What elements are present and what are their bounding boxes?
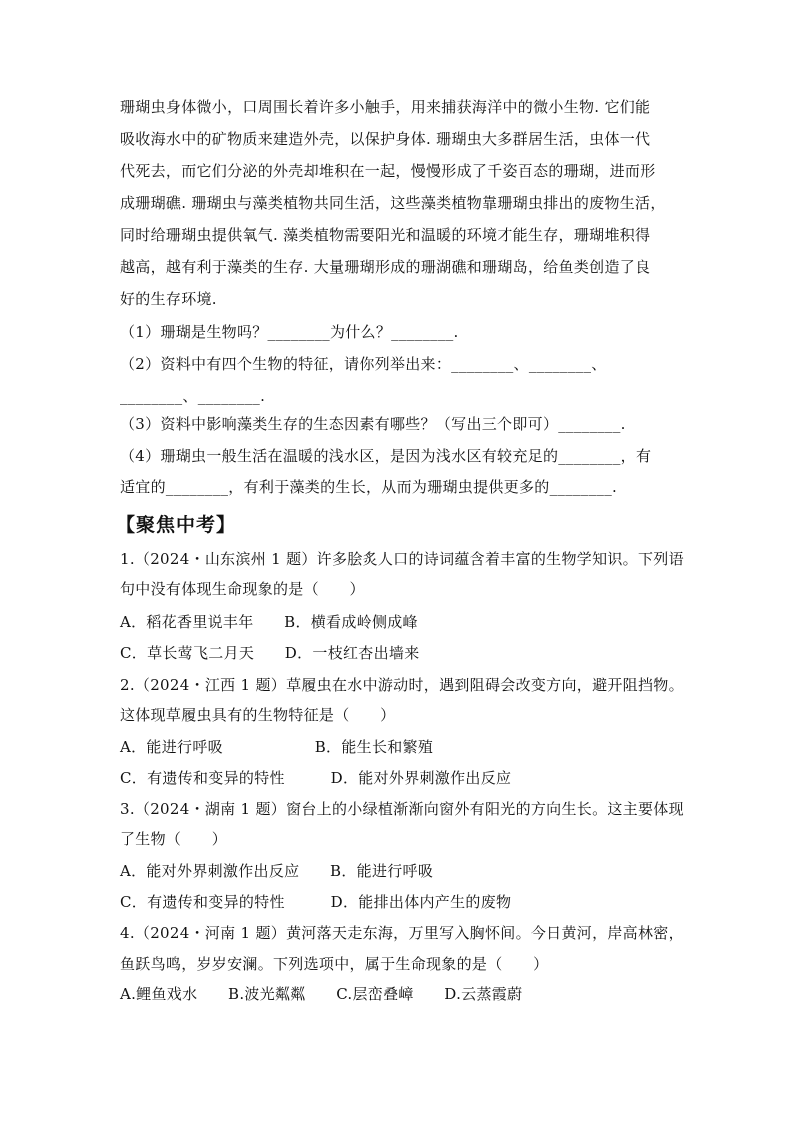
question-line: （1）珊瑚是生物吗？________为什么？________.: [120, 323, 459, 341]
passage-line: 珊瑚虫身体微小，口周围长着许多小触手，用来捕获海洋中的微小生物. 它们能: [120, 98, 651, 116]
option-row: A．稻花香里说丰年 B．横看成岭侧成峰: [120, 613, 418, 631]
question-line: （2）资料中有四个生物的特征，请你列举出来：________、________、: [120, 355, 607, 373]
passage-line: 代死去，而它们分泌的外壳却堆积在一起，慢慢形成了千姿百态的珊瑚，进而形: [120, 162, 656, 180]
option-row: A．能进行呼吸 B．能生长和繁殖: [120, 738, 434, 756]
passage-line: 成珊瑚礁. 珊瑚虫与藻类植物共同生活，这些藻类植物靠珊瑚虫排出的废物生活，: [120, 194, 666, 212]
question-line: ________、________.: [120, 387, 266, 405]
passage-line: 越高，越有利于藻类的生存. 大量珊瑚形成的珊湖礁和珊瑚岛，给鱼类创造了良: [120, 258, 651, 276]
question-stem: 3.（2024・湖南 1 题）窗台上的小绿植渐渐向窗外有阳光的方向生长。这主要体现: [120, 800, 684, 818]
option-row: A.鲤鱼戏水 B.波光粼粼 C.层峦叠嶂 D.云蒸霞蔚: [120, 985, 523, 1003]
question-stem: 这体现草履虫具有的生物特征是（ ）: [120, 706, 396, 724]
question-stem: 2.（2024・江西 1 题）草履虫在水中游动时，遇到阻碍会改变方向，避开阻挡物。: [120, 676, 684, 694]
question-stem: 4.（2024・河南 1 题）黄河落天走东海，万里写入胸怀间。今日黄河，岸高林密，: [120, 924, 684, 942]
question-stem: 了生物（ ）: [120, 830, 228, 848]
option-row: C．有遗传和变异的特性 D．能排出体内产生的废物: [120, 893, 512, 911]
passage-line: 好的生存环境.: [120, 290, 217, 308]
option-row: C．有遗传和变异的特性 D．能对外界刺激作出反应: [120, 769, 512, 787]
question-stem: 句中没有体现生命现象的是（ ）: [120, 580, 365, 598]
question-line: 适宜的________，有利于藻类的生长，从而为珊瑚虫提供更多的________.: [120, 478, 618, 496]
question-line: （3）资料中影响藻类生存的生态因素有哪些？（写出三个即可）________.: [120, 415, 626, 433]
section-title: 【聚焦中考】: [116, 514, 237, 536]
passage-line: 吸收海水中的矿物质来建造外壳，以保护身体. 珊瑚虫大多群居生活，虫体一代: [120, 130, 651, 148]
question-stem: 1.（2024・山东滨州 1 题）许多脍炙人口的诗词蕴含着丰富的生物学知识。下列语: [120, 550, 684, 568]
passage-line: 同时给珊瑚虫提供氧气. 藻类植物需要阳光和温暖的环境才能生存，珊瑚堆积得: [120, 226, 651, 244]
question-line: （4）珊瑚虫一般生活在温暖的浅水区，是因为浅水区有较充足的________，有: [120, 447, 652, 465]
question-stem: 鱼跃鸟鸣，岁岁安澜。下列选项中，属于生命现象的是（ ）: [120, 955, 549, 973]
option-row: A．能对外界刺激作出反应 B．能进行呼吸: [120, 862, 434, 880]
option-row: C．草长莺飞二月天 D．一枝红杏出墙来: [120, 644, 420, 662]
